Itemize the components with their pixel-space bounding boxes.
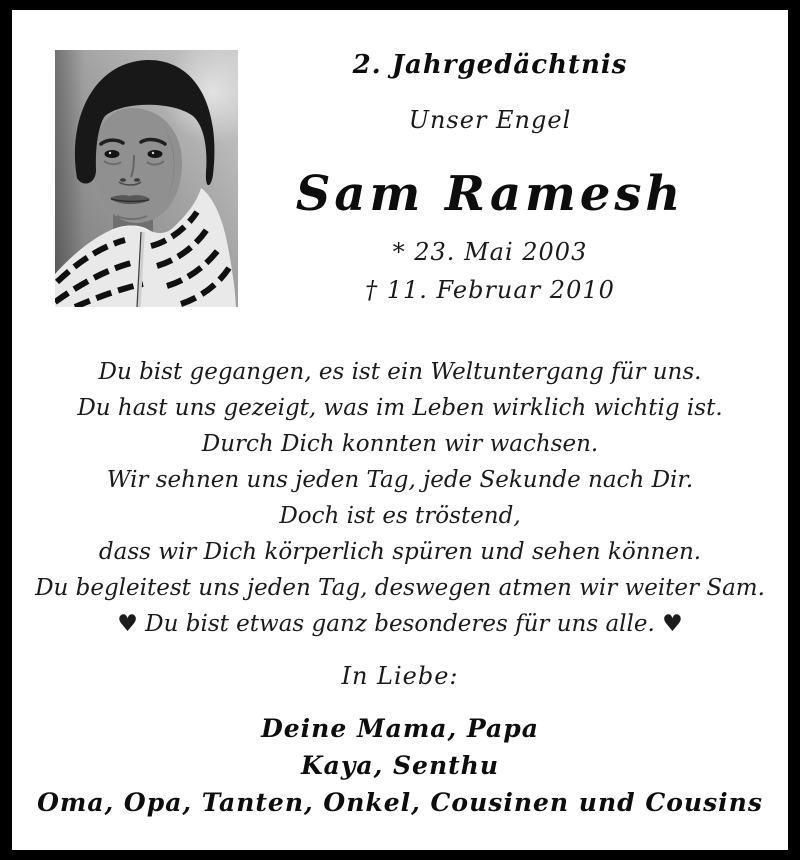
memorial-poem [12,354,788,642]
family-line: Kaya, Senthu [300,751,500,780]
deceased-name: Sam Ramesh [295,166,685,222]
poem-line: Du hast uns gezeigt, was im Leben wirklich wichtig ist. [77,395,723,421]
family-names [12,710,788,821]
poem-line: Du begleitest uns jeden Tag, deswegen atmen wir weiter Sam. [35,575,765,601]
poem-line-hearts: ♥ Du bist etwas ganz besonderes für uns alle. ♥ [117,611,683,637]
poem-line: dass wir Dich körperlich spüren und sehen können. [98,539,702,565]
family-line: Deine Mama, Papa [261,714,539,743]
poem-line: Doch ist es tröstend, [279,503,521,529]
birth-date: * 23. Mai 2003 [392,238,588,266]
poem-line: Durch Dich konnten wir wachsen. [201,431,599,457]
dedication-line: Unser Engel [408,106,572,134]
poem-line: Du bist gegangen, es ist ein Weltuntergang für uns. [98,359,702,385]
anniversary-title: 2. Jahrgedächtnis [352,50,628,80]
poem-line: Wir sehnen uns jeden Tag, jede Sekunde nach Dir. [106,467,694,493]
closing-salutation: In Liebe: [341,662,459,690]
death-date: † 11. Februar 2010 [365,276,615,304]
family-line: Oma, Opa, Tanten, Onkel, Cousinen und Cousins [37,788,763,817]
